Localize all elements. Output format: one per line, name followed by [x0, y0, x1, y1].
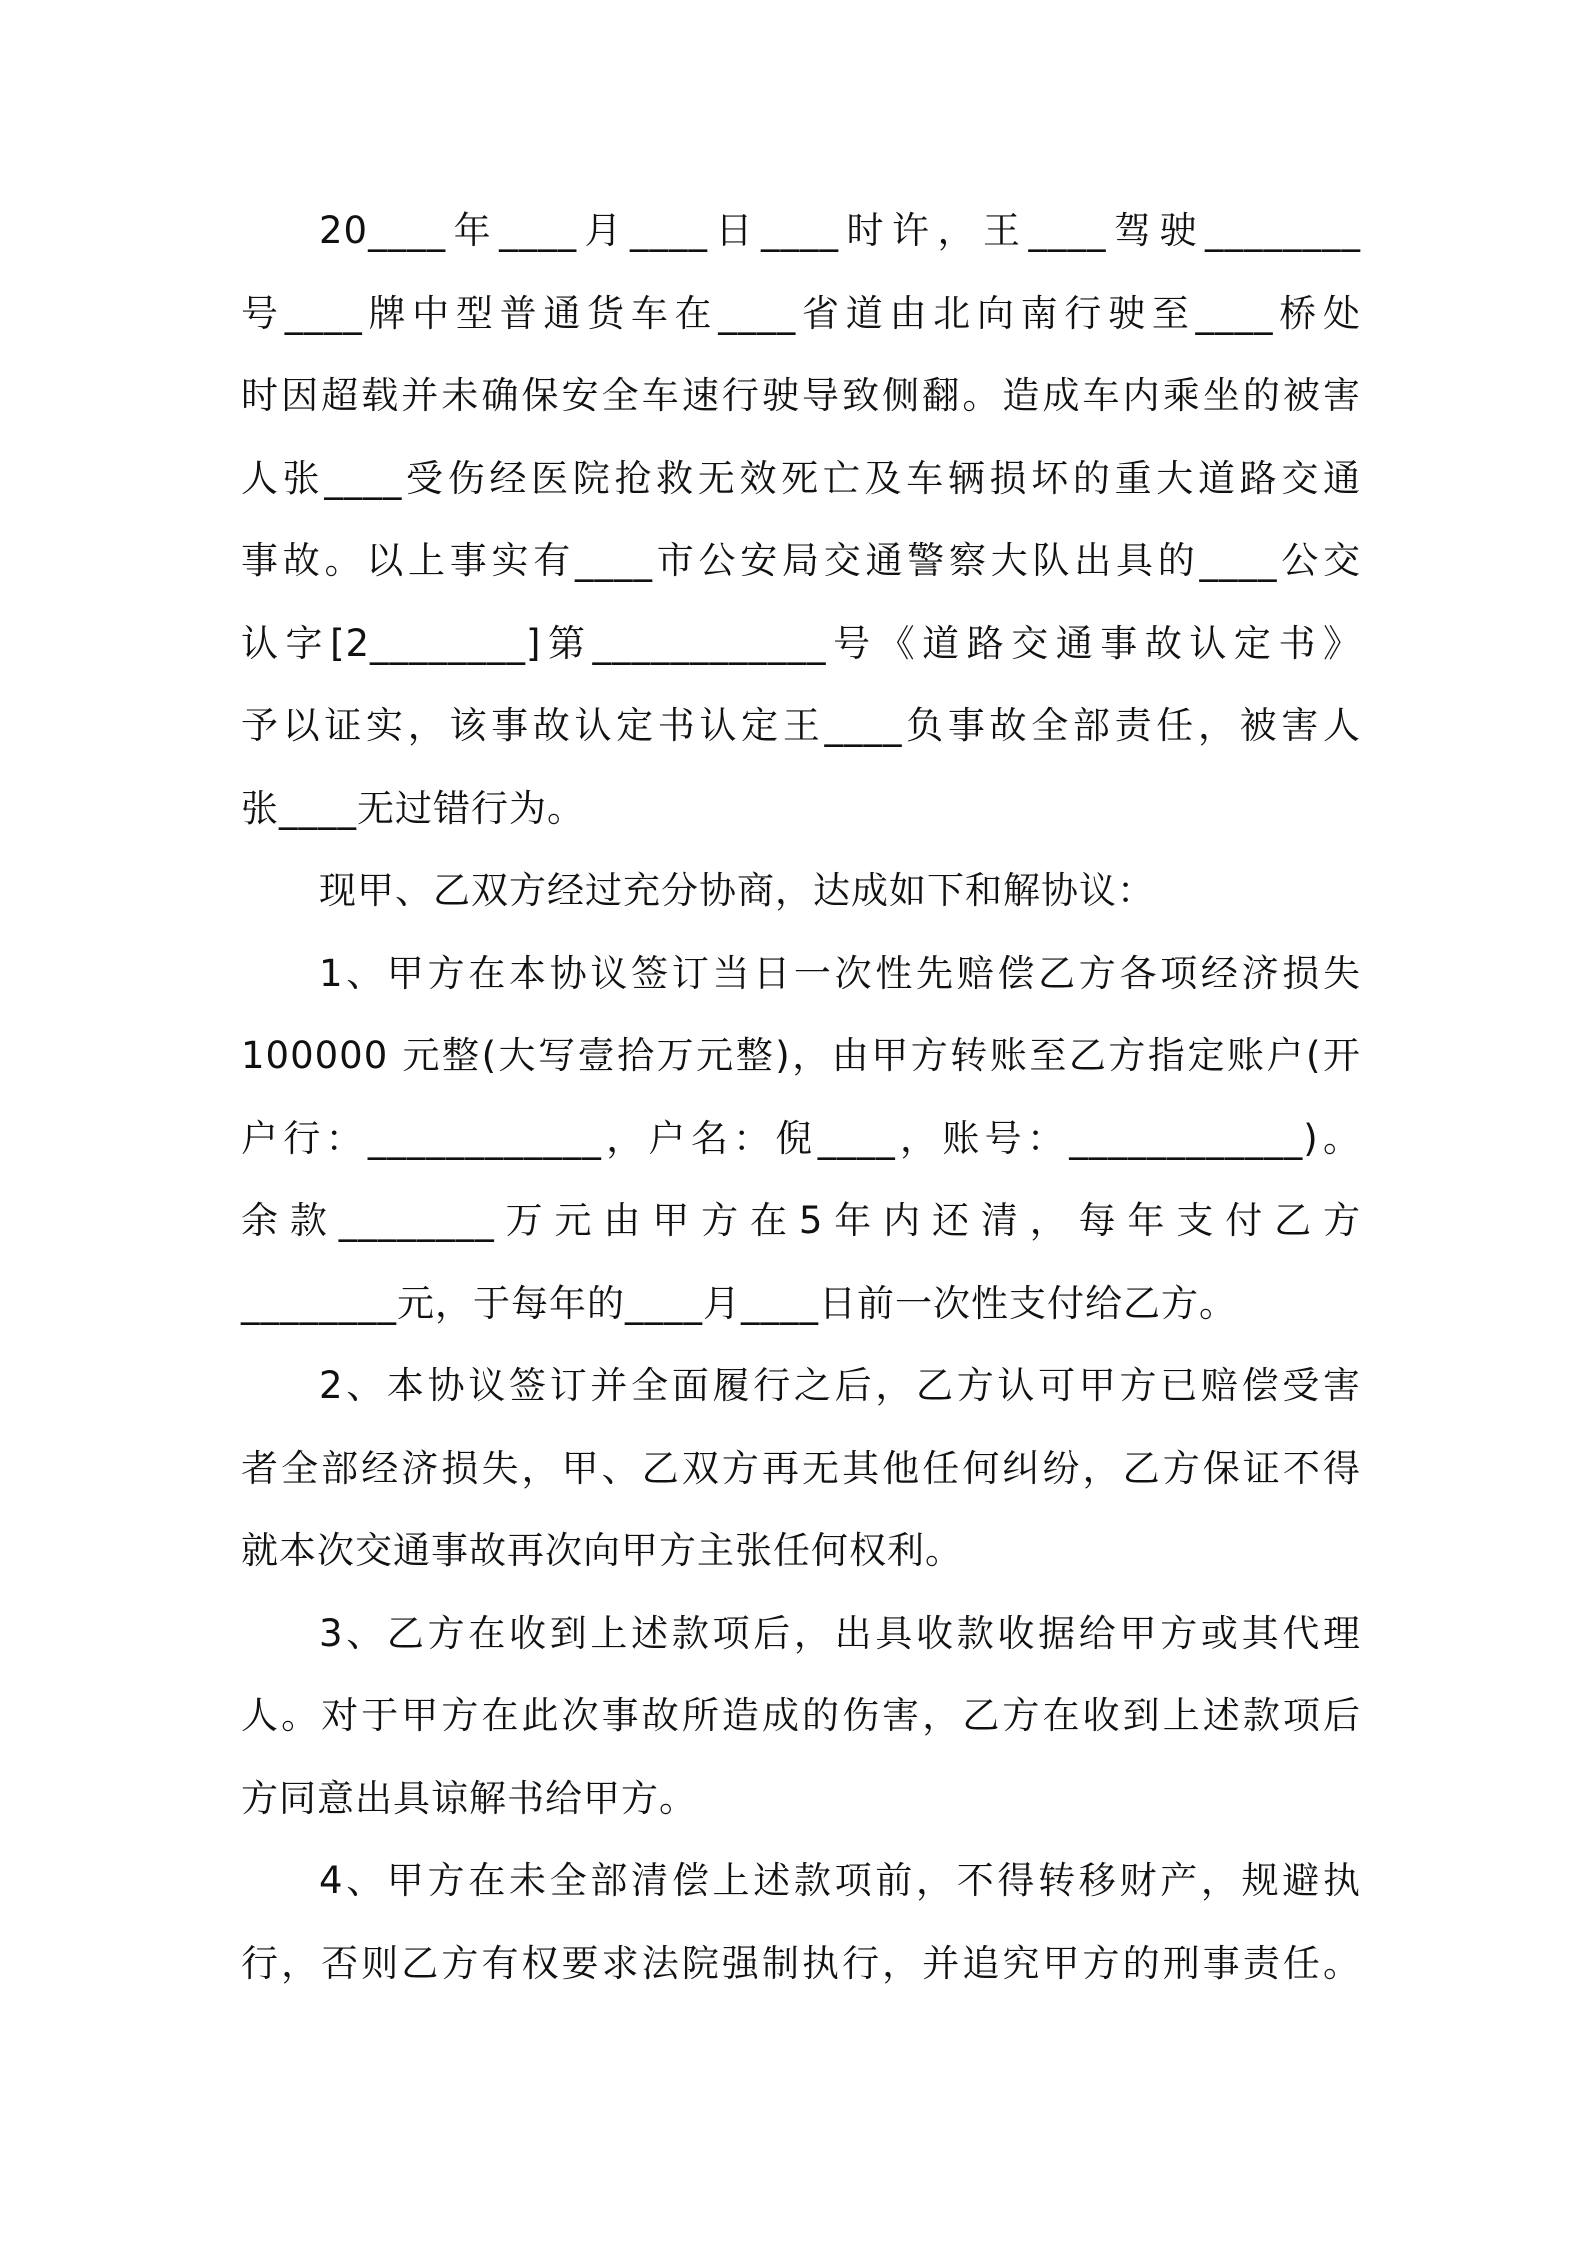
text-line: 3、乙方在收到上述款项后，出具收款收据给甲方或其代理 — [319, 1611, 1361, 1655]
text-line: 认字[2________]第____________号《道路交通事故认定书》 — [241, 621, 1361, 665]
text-line: 1、甲方在本协议签订当日一次性先赔偿乙方各项经济损失 — [319, 951, 1361, 995]
text-line: 事故。以上事实有____市公安局交通警察大队出具的____公交 — [241, 539, 1361, 582]
text-line: 100000 元整(大写壹拾万元整)，由甲方转账至乙方指定账户(开 — [241, 1034, 1361, 1077]
paragraph-clause-4 — [241, 1840, 1361, 2005]
text-line: 行，否则乙方有权要求法院强制执行，并追究甲方的刑事责任。 — [241, 1941, 1361, 1985]
paragraph-clause-2 — [241, 1345, 1361, 1593]
text-line: 张____无过错行为。 — [241, 786, 585, 830]
paragraph-accident-facts — [241, 190, 1361, 850]
text-line: 时因超载并未确保安全车速行驶导致侧翻。造成车内乘坐的被害 — [241, 374, 1361, 417]
text-line: 予以证实，该事故认定书认定王____负事故全部责任，被害人 — [241, 704, 1361, 747]
text-line: 20____年____月____日____时许，王____驾驶________ — [319, 209, 1361, 252]
paragraph-agreement-intro — [241, 850, 1361, 933]
text-line: 现甲、乙双方经过充分协商，达成如下和解协议： — [319, 869, 1155, 912]
text-line: 户行：____________，户名：倪____，账号：____________)。 — [241, 1116, 1361, 1160]
text-line: 余款________万元由甲方在5年内还清，每年支付乙方 — [241, 1199, 1361, 1242]
text-line: 者全部经济损失，甲、乙双方再无其他任何纠纷，乙方保证不得 — [241, 1446, 1361, 1490]
text-line: 4、甲方在未全部清偿上述款项前，不得转移财产，规避执 — [319, 1859, 1361, 1902]
paragraph-clause-1 — [241, 933, 1361, 1346]
text-line: 人。对于甲方在此次事故所造成的伤害，乙方在收到上述款项后 — [241, 1694, 1361, 1737]
text-line: 就本次交通事故再次向甲方主张任何权利。 — [241, 1529, 963, 1572]
document-body — [241, 190, 1361, 2005]
text-line: 方同意出具谅解书给甲方。 — [241, 1776, 697, 1820]
text-line: ________元，于每年的____月____日前一次性支付给乙方。 — [241, 1281, 1237, 1325]
paragraph-clause-3 — [241, 1593, 1361, 1841]
text-line: 2、本协议签订并全面履行之后，乙方认可甲方已赔偿受害 — [319, 1364, 1361, 1407]
text-line: 人张____受伤经医院抢救无效死亡及车辆损坏的重大道路交通 — [241, 456, 1361, 500]
text-line: 号____牌中型普通货车在____省道由北向南行驶至____桥处 — [241, 291, 1361, 335]
